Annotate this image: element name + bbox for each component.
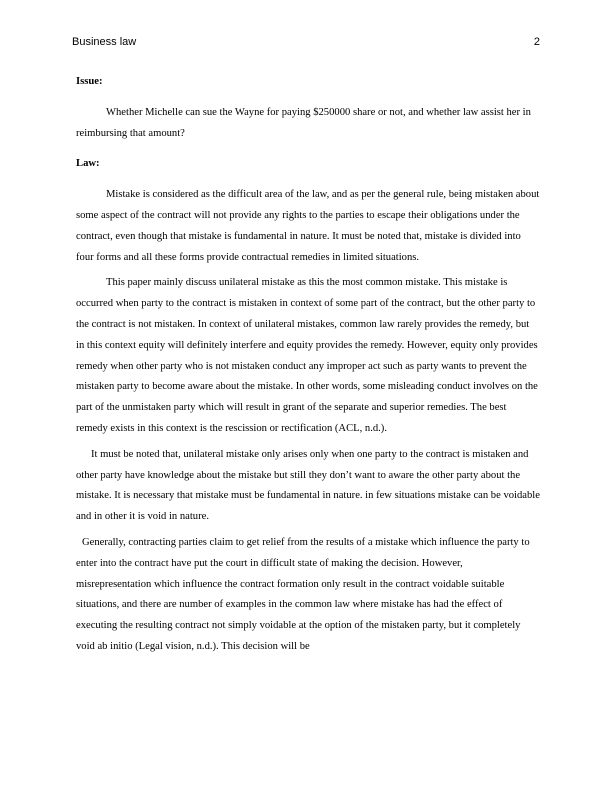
law-paragraph-4: Generally, contracting parties claim to get relief from the results of a mistake which influence the party to enter into the contract have put the court in difficult state of making the decision. However, misrepresentation which influence the contract formation only result in the contract voidable suitable situations, and there are number of examples in the common law where mistake has had the effect of executing the resulting contract not simply voidable at the option of the mistaken party, but it completely void ab initio (Legal vision, n.d.). This decision will be xyxy=(76,536,530,652)
law-paragraph-1: Mistake is considered as the difficult area of the law, and as per the general rule, being mistaken about some aspect of the contract will not provide any rights to the parties to escape their obligations under the contract, even though that mistake is fundamental in nature. It must be noted that, mistake is divided into four forms and all these forms provide contractual remedies in limited situations. xyxy=(76,189,540,263)
running-header-title: Business law xyxy=(72,36,137,48)
page-number: 2 xyxy=(533,36,540,48)
law-heading: Law: xyxy=(76,158,100,170)
issue-paragraph: Whether Michelle can sue the Wayne for paying $250000 share or not, and whether law assist her in reimbursing that amount? xyxy=(76,106,531,139)
law-paragraph-3: It must be noted that, unilateral mistake only arises only when one party to the contract is mistaken and other party have knowledge about the mistake but still they don’t want to aware the other party about the mistake. It is necessary that mistake must be fundamental in nature. in few situations mistake can be voidable and in other it is void in nature. xyxy=(76,448,540,523)
law-paragraph-2: This paper mainly discuss unilateral mistake as this the most common mistake. This mistake is occurred when party to the contract is mistaken in context of some part of the contract, but the other party to the contract is not mistaken. In context of unilateral mistakes, common law rarely provides the remedy, but in this context equity will definitely interfere and equity provides the remedy. However, equity only provides remedy when other party who is not mistaken conduct any improper act such as party wants to prevent the mistaken party to become aware about the mistake. In other words, some misleading conduct involves on the part of the unmistaken party which will result in grant of the separate and superior remedies. The best remedy exists in this context is the rescission or rectification (ACL, n.d.). xyxy=(76,277,538,434)
issue-heading: Issue: xyxy=(76,76,103,87)
document-body xyxy=(76,72,540,658)
